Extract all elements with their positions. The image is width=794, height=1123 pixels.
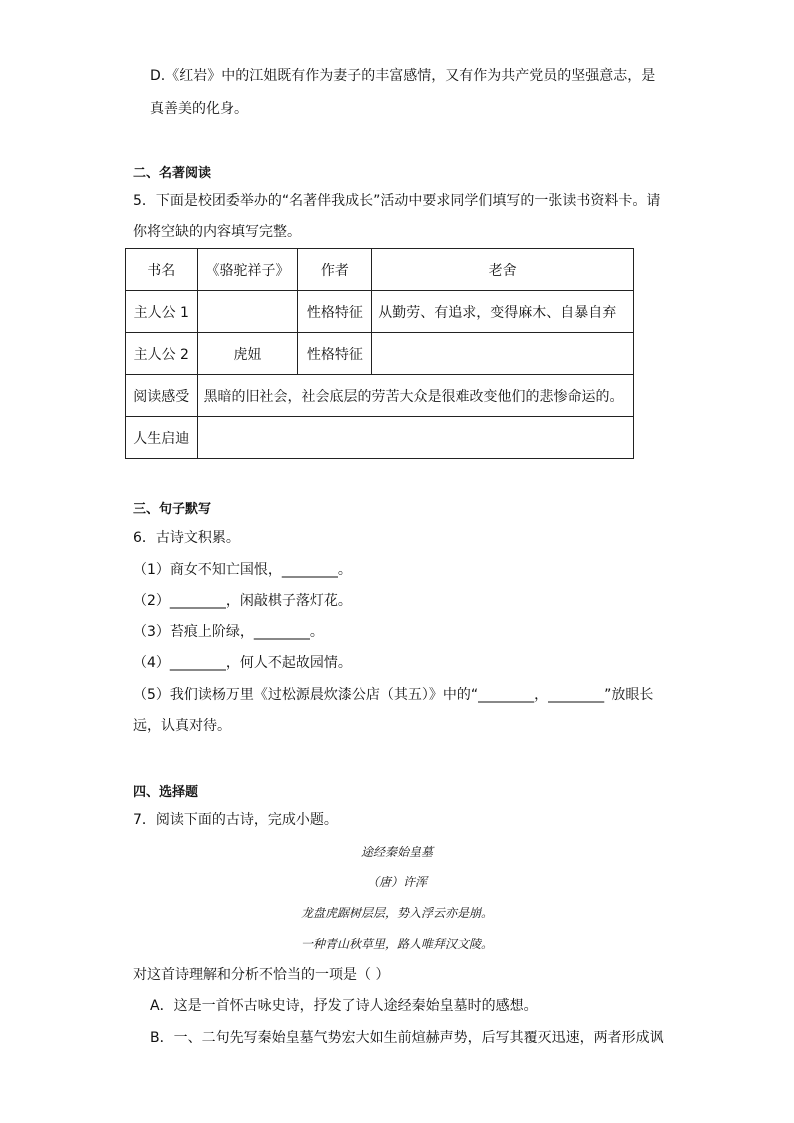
poem-line-1: 龙盘虎踞树层层，势入浮云亦是崩。 [300,906,493,920]
q5-prompt-line1: 5．下面是校团委举办的“名著伴我成长”活动中要求同学们填写的一张读书资料卡。请 [133,193,661,209]
poem-line-2: 一种青山秋草里，路人唯拜汉文陵。 [300,937,493,951]
label-book-title: 书名 [126,249,198,291]
dictation-item-5: （5）我们读杨万里《过松源晨炊漆公店（其五）》中的“________，________”放眼长 [133,687,654,703]
q7-question: 对这首诗理解和分析不恰当的一项是（ ） [133,967,390,983]
table-row [126,417,634,459]
label-protagonist-2: 主人公 2 [126,333,198,375]
dictation-item-4: （4）________，何人不起故园情。 [133,655,352,671]
dictation-item-5-cont: 远，认真对待。 [133,718,231,734]
protagonist-2-value: 虎妞 [197,333,298,375]
table-row [126,333,634,375]
option-b: B．一、二句先写秦始皇墓气势宏大如生前煊赫声势，后写其覆灭迅速，两者形成讽 [150,1030,664,1046]
section-heading-classics: 二、名著阅读 [133,166,212,181]
poem-title: 途经秦始皇墓 [360,845,433,859]
label-traits-1: 性格特征 [298,291,372,333]
q6-prompt: 6．古诗文积累。 [133,530,240,546]
label-traits-2: 性格特征 [298,333,372,375]
section-heading-dictation: 三、句子默写 [133,502,212,517]
label-life-lesson: 人生启迪 [126,417,198,459]
option-a: A．这是一首怀古咏史诗，抒发了诗人途经秦始皇墓时的感想。 [150,998,538,1014]
traits-1-value: 从勤劳、有追求，变得麻木、自暴自弃 [372,291,634,333]
book-title-value: 《骆驼祥子》 [197,249,298,291]
life-lesson-blank[interactable] [197,417,633,459]
author-value: 老舍 [372,249,634,291]
reading-card-table [125,248,634,459]
q7-prompt: 7．阅读下面的古诗，完成小题。 [133,812,338,828]
option-d-line1: D.《红岩》中的江姐既有作为妻子的丰富感情，又有作为共产党员的坚强意志，是 [150,68,656,84]
dictation-item-2: （2）________，闲敲棋子落灯花。 [133,593,352,609]
section-heading-choice: 四、选择题 [133,785,199,800]
table-row [126,375,634,417]
option-d-line2: 真善美的化身。 [150,101,248,117]
protagonist-1-blank[interactable] [197,291,298,333]
dictation-item-1: （1）商女不知亡国恨，________。 [133,562,352,578]
label-reading-feeling: 阅读感受 [126,375,198,417]
label-author: 作者 [298,249,372,291]
label-protagonist-1: 主人公 1 [126,291,198,333]
traits-2-blank[interactable] [372,333,634,375]
q5-prompt-line2: 你将空缺的内容填写完整。 [133,224,301,240]
dictation-item-3: （3）苔痕上阶绿，________。 [133,624,324,640]
table-row [126,291,634,333]
poem-author: （唐）许浑 [366,875,427,889]
reading-feeling-value: 黑暗的旧社会，社会底层的劳苦大众是很难改变他们的悲惨命运的。 [197,375,633,417]
table-row [126,249,634,291]
